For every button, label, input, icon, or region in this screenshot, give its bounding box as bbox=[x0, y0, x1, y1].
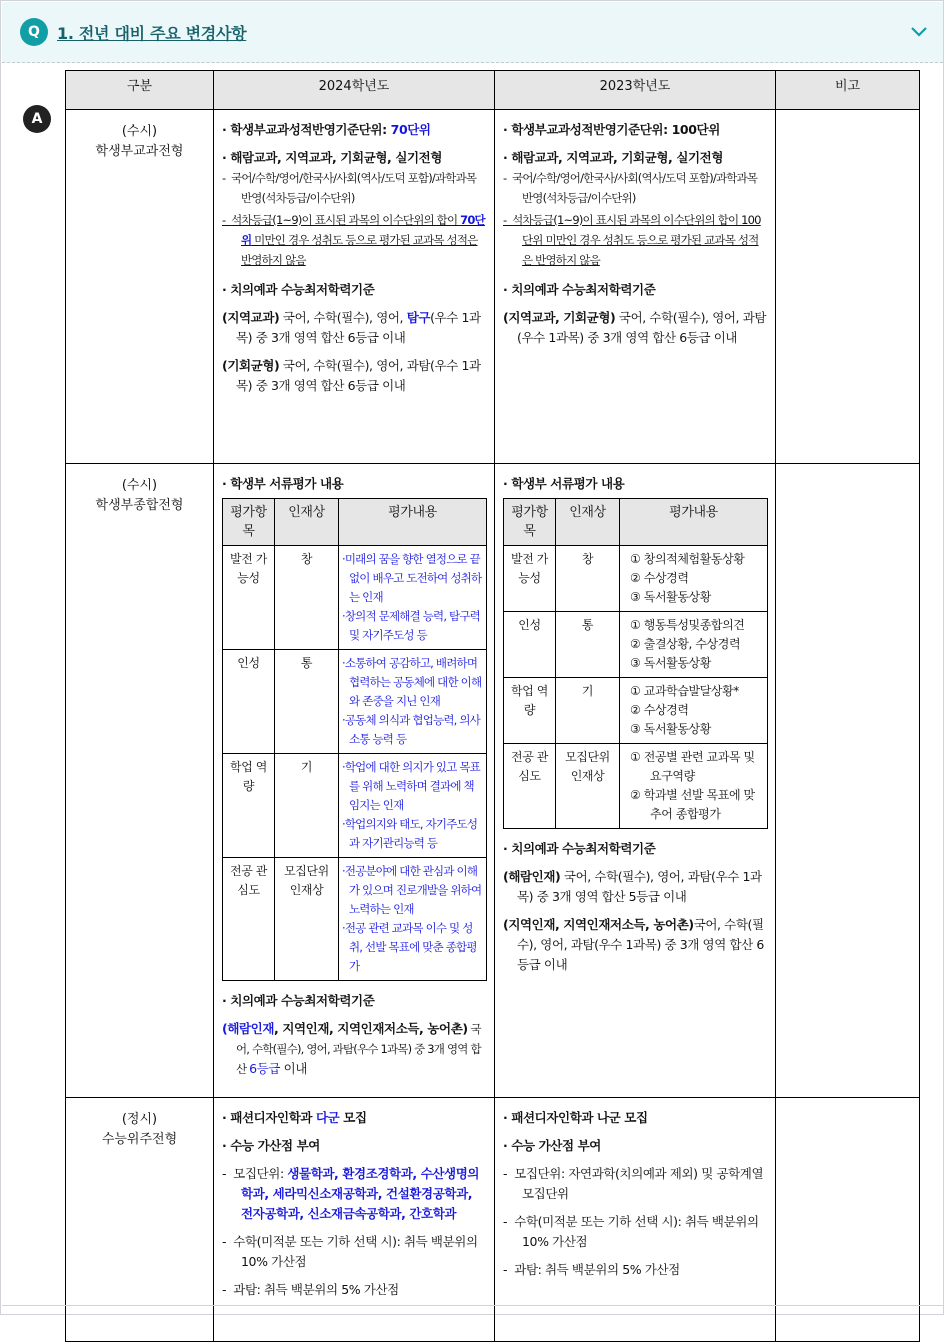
changes-table bbox=[65, 70, 920, 1342]
category-cell: (수시) 학생부교과전형 bbox=[66, 110, 214, 464]
chevron-down-icon[interactable] bbox=[909, 22, 929, 42]
unit-line: · 학생부교과성적반영기준단위: 70단위 bbox=[222, 120, 487, 140]
header-category: 구분 bbox=[66, 71, 214, 110]
category-cell: (수시) 학생부종합전형 bbox=[66, 464, 214, 1098]
content-2024: · 학생부 서류평가 내용 평가항목 인재상 평가내용 발전 가능성 창 ·미래의 꿈을 향한 열정으로 끝없이 배우고 도전하여 성취하는 인재 ·창의적 문제해결 능력, 탐구력 및 자기주도성 등 인성 통 ·소통하여 공감하고, 배려하며 협력하는 공동체에 대한 이해와 존중을 지닌 인재 ·공동체 의식과 협업능력, 의사소통 능력 등 학업 역량 기 ·학업에 대한 의지가 있고 목표를 위해 노력하며 결과에 책임지는 인재 ·학업의지와 태도, 자기주도성과 자기관리능력 등 전공 관심도 모집단위 인재상 ·전공분야에 대한 관심과 이해가 있으며 진로개발을 위하여 노력하는 인재 ·전공 관련 교과목 이수 및 성취, 선발 목표에 맞춘 종합평가 · 치의예과 수능최저학력기준 (해람인재, 지역인재, 지역인재저소득, 농어촌) 국어, 수학(필수), 영어, 과탐(우수 1과목) 중 3개 영역 합산 6등급 이내 bbox=[214, 464, 495, 1098]
evaluation-row: 학업 역량 기 ·학업에 대한 의지가 있고 목표를 위해 노력하며 결과에 책임지는 인재 ·학업의지와 태도, 자기주도성과 자기관리능력 등 bbox=[223, 754, 487, 858]
content-2024: · 패션디자인학과 다군 모집 · 수능 가산점 부여 - 모집단위: 생물학과, 환경조경학과, 수산생명의학과, 세라믹신소재공학과, 건설환경공학과, 전자공학과, 신소재금속공학과, 간호학과 - 수학(미적분 또는 기하 선택 시): 취득 백분위의 10% 가산점 - 과탐: 취득 백분위의 5% 가산점 bbox=[214, 1098, 495, 1342]
question-title[interactable]: 1. 전년 대비 주요 변경사항 bbox=[57, 23, 247, 43]
content-2023: · 패션디자인학과 나군 모집 · 수능 가산점 부여 - 모집단위: 자연과학(치의예과 제외) 및 공학계열 모집단위 - 수학(미적분 또는 기하 선택 시): 취득 백분위의 10% 가산점 - 과탐: 취득 백분위의 5% 가산점 bbox=[495, 1098, 776, 1342]
question-badge: Q bbox=[20, 18, 48, 46]
panel-bottom-border bbox=[2, 1305, 943, 1306]
evaluation-row: 발전 가능성 창 ·미래의 꿈을 향한 열정으로 끝없이 배우고 도전하여 성취하는 인재 ·창의적 문제해결 능력, 탐구력 및 자기주도성 등 bbox=[223, 546, 487, 650]
evaluation-row: 인성 통 ·소통하여 공감하고, 배려하며 협력하는 공동체에 대한 이해와 존중을 지닌 인재 ·공동체 의식과 협업능력, 의사소통 능력 등 bbox=[223, 650, 487, 754]
evaluation-row: 발전 가능성 창 ① 창의적체험활동상황 ② 수상경력 ③ 독서활동상황 bbox=[504, 546, 768, 612]
header-note: 비고 bbox=[776, 71, 920, 110]
evaluation-row: 전공 관심도 모집단위 인재상 ·전공분야에 대한 관심과 이해가 있으며 진로개발을 위하여 노력하는 인재 ·전공 관련 교과목 이수 및 성취, 선발 목표에 맞춘 종합평가 bbox=[223, 858, 487, 981]
content-2024: · 학생부교과성적반영기준단위: 70단위 · 해람교과, 지역교과, 기회균형, 실기전형 - 국어/수학/영어/한국사/사회(역사/도덕 포함)/과학과목 반영(석차등급/이수단위) - 석차등급(1~9)이 표시된 과목의 이수단위의 합이 70단위 미만인 경우 성취도 등으로 평가된 교과목 성적은 반영하지 않음 · 치의예과 수능최저학력기준 (지역교과) 국어, 수학(필수), 영어, 탐구(우수 1과목) 중 3개 영역 합산 6등급 이내 (기회균형) 국어, 수학(필수), 영어, 과탐(우수 1과목) 중 3개 영역 합산 6등급 이내 bbox=[214, 110, 495, 464]
content-2023: · 학생부 서류평가 내용 평가항목 인재상 평가내용 발전 가능성 창 ① 창의적체험활동상황 ② 수상경력 ③ 독서활동상황 인성 통 ① 행동특성및종합의견 ② 출결상황, 수상경력 ③ 독서활동상황 학업 역량 기 ① 교과학습발달상황* ② 수상경력 ③ 독서활동상황 전공 관심도 모집단위 인재상 ① 전공별 관련 교과목 및 요구역량 ② 학과별 선발 목표에 맞추어 종합평가 · 치의예과 수능최저학력기준 (해람인재) 국어, 수학(필수), 영어, 과탐(우수 1과목) 중 3개 영역 합산 5등급 이내 (지역인재, 지역인재저소득, 농어촌)국어, 수학(필수), 영어, 과탐(우수 1과목) 중 3개 영역 합산 6등급 이내 bbox=[495, 464, 776, 1098]
table-row bbox=[66, 110, 920, 464]
category-cell: (정시) 수능위주전형 bbox=[66, 1098, 214, 1342]
evaluation-row: 전공 관심도 모집단위 인재상 ① 전공별 관련 교과목 및 요구역량 ② 학과별 선발 목표에 맞추어 종합평가 bbox=[504, 744, 768, 829]
evaluation-row: 인성 통 ① 행동특성및종합의견 ② 출결상황, 수상경력 ③ 독서활동상황 bbox=[504, 612, 768, 678]
table-header-row bbox=[66, 71, 920, 110]
header-2023: 2023학년도 bbox=[495, 71, 776, 110]
evaluation-row: 학업 역량 기 ① 교과학습발달상황* ② 수상경력 ③ 독서활동상황 bbox=[504, 678, 768, 744]
content-2023: · 학생부교과성적반영기준단위: 100단위 · 해람교과, 지역교과, 기회균형, 실기전형 - 국어/수학/영어/한국사/사회(역사/도덕 포함)/과학과목 반영(석차등급/이수단위) - 석차등급(1~9)이 표시된 과목의 이수단위의 합이 100단위 미만인 경우 성취도 등으로 평가된 교과목 성적은 반영하지 않음 · 치의예과 수능최저학력기준 (지역교과, 기회균형) 국어, 수학(필수), 영어, 과탐(우수 1과목) 중 3개 영역 합산 6등급 이내 bbox=[495, 110, 776, 464]
note-cell bbox=[776, 110, 920, 464]
note-cell bbox=[776, 464, 920, 1098]
table-row bbox=[66, 464, 920, 1098]
faq-question-header[interactable] bbox=[2, 2, 943, 63]
header-2024: 2024학년도 bbox=[214, 71, 495, 110]
answer-badge: A bbox=[23, 105, 51, 133]
evaluation-table-2024: 평가항목 인재상 평가내용 발전 가능성 창 ·미래의 꿈을 향한 열정으로 끝없이 배우고 도전하여 성취하는 인재 ·창의적 문제해결 능력, 탐구력 및 자기주도성 등 인성 통 ·소통하여 공감하고, 배려하며 협력하는 공동체에 대한 이해와 존중을 지닌 인재 ·공동체 의식과 협업능력, 의사소통 능력 등 학업 역량 기 ·학업에 대한 의지가 있고 목표를 위해 노력하며 결과에 책임지는 인재 ·학업의지와 태도, 자기주도성과 자기관리능력 등 전공 관심도 모집단위 인재상 ·전공분야에 대한 관심과 이해가 있으며 진로개발을 위하여 노력하는 인재 ·전공 관련 교과목 이수 및 성취, 선발 목표에 맞춘 종합평가 bbox=[222, 498, 487, 981]
evaluation-table-2023: 평가항목 인재상 평가내용 발전 가능성 창 ① 창의적체험활동상황 ② 수상경력 ③ 독서활동상황 인성 통 ① 행동특성및종합의견 ② 출결상황, 수상경력 ③ 독서활동상황 학업 역량 기 ① 교과학습발달상황* ② 수상경력 ③ 독서활동상황 전공 관심도 모집단위 인재상 ① 전공별 관련 교과목 및 요구역량 ② 학과별 선발 목표에 맞추어 종합평가 bbox=[503, 498, 768, 829]
